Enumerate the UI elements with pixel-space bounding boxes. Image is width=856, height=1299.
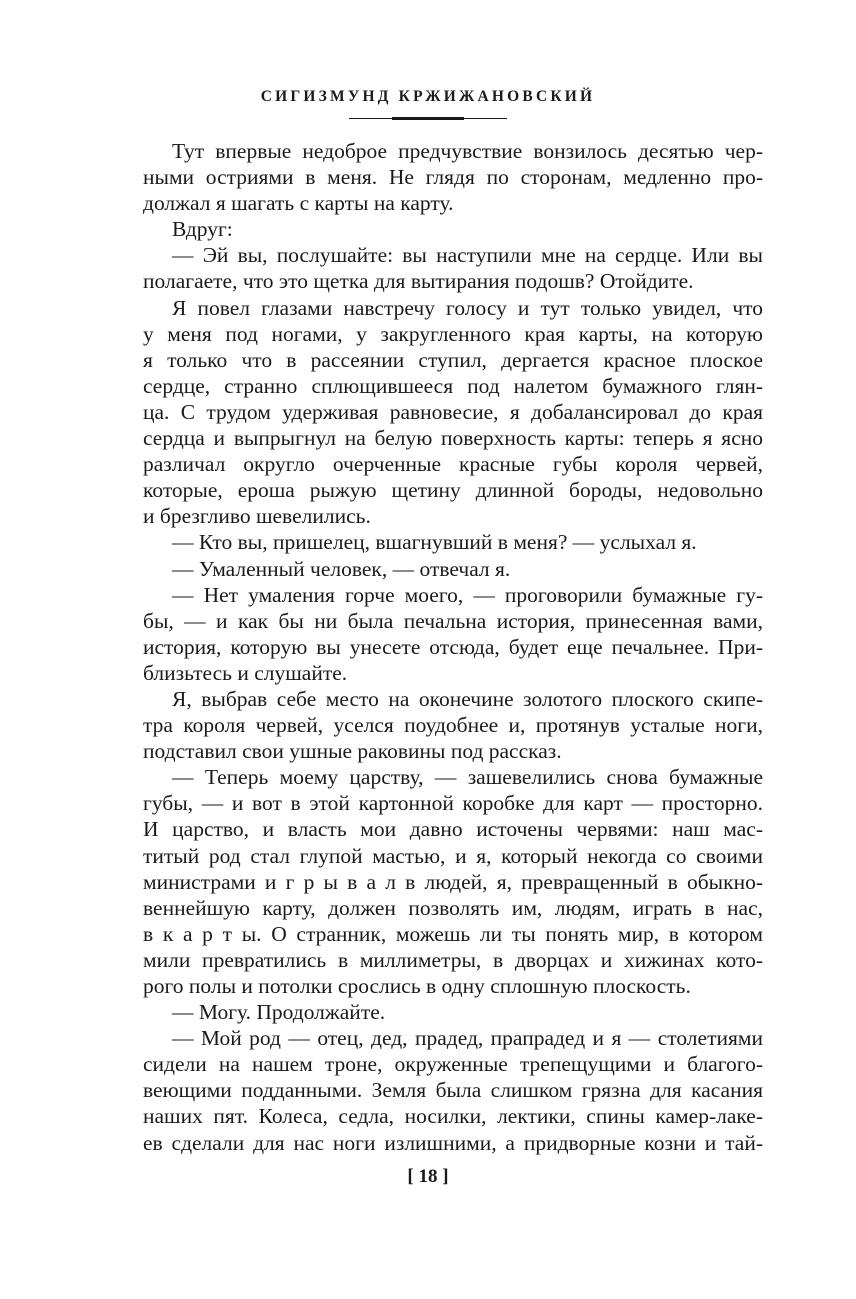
text-line: титый род стал глупой мастью, и я, который некогда со своими [143,843,763,868]
text-line: близьтесь и слушайте. [143,660,348,685]
text-line: веннейшую карту, должен позволять им, людям, играть в нас, [143,895,763,920]
text-line: ными остриями в меня. Не глядя по сторонам, медленно про- [143,165,763,190]
text-line: ца. С трудом удерживая равновесие, я добалансировал до края [143,399,763,424]
text-line: Я повел глазами навстречу голосу и тут только увидел, что [172,295,763,320]
text-line: должал я шагать с карты на карту. [143,191,454,216]
header-rule-accent [392,117,464,120]
text-line: и брезгливо шевелились. [143,504,371,529]
text-line: различал округло очерченные красные губы короля червей, [143,452,763,477]
text-line: министрами и г р ы в а л в людей, я, превращенный в обыкно- [143,869,763,894]
text-line: у меня под ногами, у закругленного края карты, на которую [143,321,763,346]
text-line: сердца и выпрыгнул на белую поверхность карты: теперь я ясно [143,426,763,451]
page-number: [ 18 ] [407,1166,449,1187]
text-line: губы, — и вот в этой картонной коробке для карт — просторно. [143,791,763,816]
text-line: — Кто вы, пришелец, вшагнувший в меня? — услыхал я. [172,530,697,555]
text-line: Тут впервые недоброе предчувствие вонзилось десятью чер- [172,139,763,163]
text-line: история, которую вы унесете отсюда, будет еще печальнее. При- [143,634,763,659]
text-line: — Эй вы, послушайте: вы наступили мне на сердце. Или вы [172,243,763,268]
text-line: я только что в рассеянии ступил, дергается красное плоское [143,347,763,372]
text-line: которые, ероша рыжую щетину длинной бороды, недовольно [143,478,763,503]
text-line: — Теперь моему царству, — зашевелились снова бумажные [172,765,763,790]
text-line: И царство, и власть мои давно источены червями: наш мас- [143,817,763,842]
text-line: тра короля червей, уселся поудобнее и, протянув усталые ноги, [143,713,763,738]
text-line: Я, выбрав себе место на оконечине золотого плоского скипе- [172,686,763,711]
text-line: рого полы и потолки срослись в одну сплошную плоскость. [143,974,691,998]
text-line: наших пят. Колеса, седла, носилки, лектики, спины камер-лаке- [143,1104,763,1129]
body-text [143,138,763,1156]
text-line: веющими подданными. Земля была слишком грязна для касания [143,1078,763,1103]
text-line: полагаете, что это щетка для вытирания подошв? Отойдите. [143,269,694,294]
text-line: мили превратились в миллиметры, в дворцах и хижинах кото- [143,947,763,972]
text-line: — Мой род — отец, дед, прадед, прапрадед и я — столетиями [172,1026,763,1051]
running-head-author: СИГИЗМУНД КРЖИЖАНОВСКИЙ [260,88,596,105]
text-line: ев сделали для нас ноги излишними, а придворные козни и тай- [143,1130,763,1155]
text-line: в к а р т ы. О странник, можешь ли ты понять мир, в котором [143,921,763,946]
text-line: — Умаленный человек, — отвечал я. [172,556,511,581]
text-line: сердце, странно сплющившееся под налетом бумажного глян- [143,373,763,398]
text-line: Вдруг: [172,217,233,242]
text-line: подставил свои ушные раковины под рассказ. [143,739,562,764]
text-line: — Могу. Продолжайте. [172,1000,386,1025]
text-line: сидели на нашем троне, окруженные трепещущими и благого- [143,1052,763,1077]
text-line: бы, — и как бы ни была печальна история, принесенная вами, [143,608,763,633]
text-line: — Нет умаления горче моего, — проговорили бумажные гу- [172,582,763,607]
